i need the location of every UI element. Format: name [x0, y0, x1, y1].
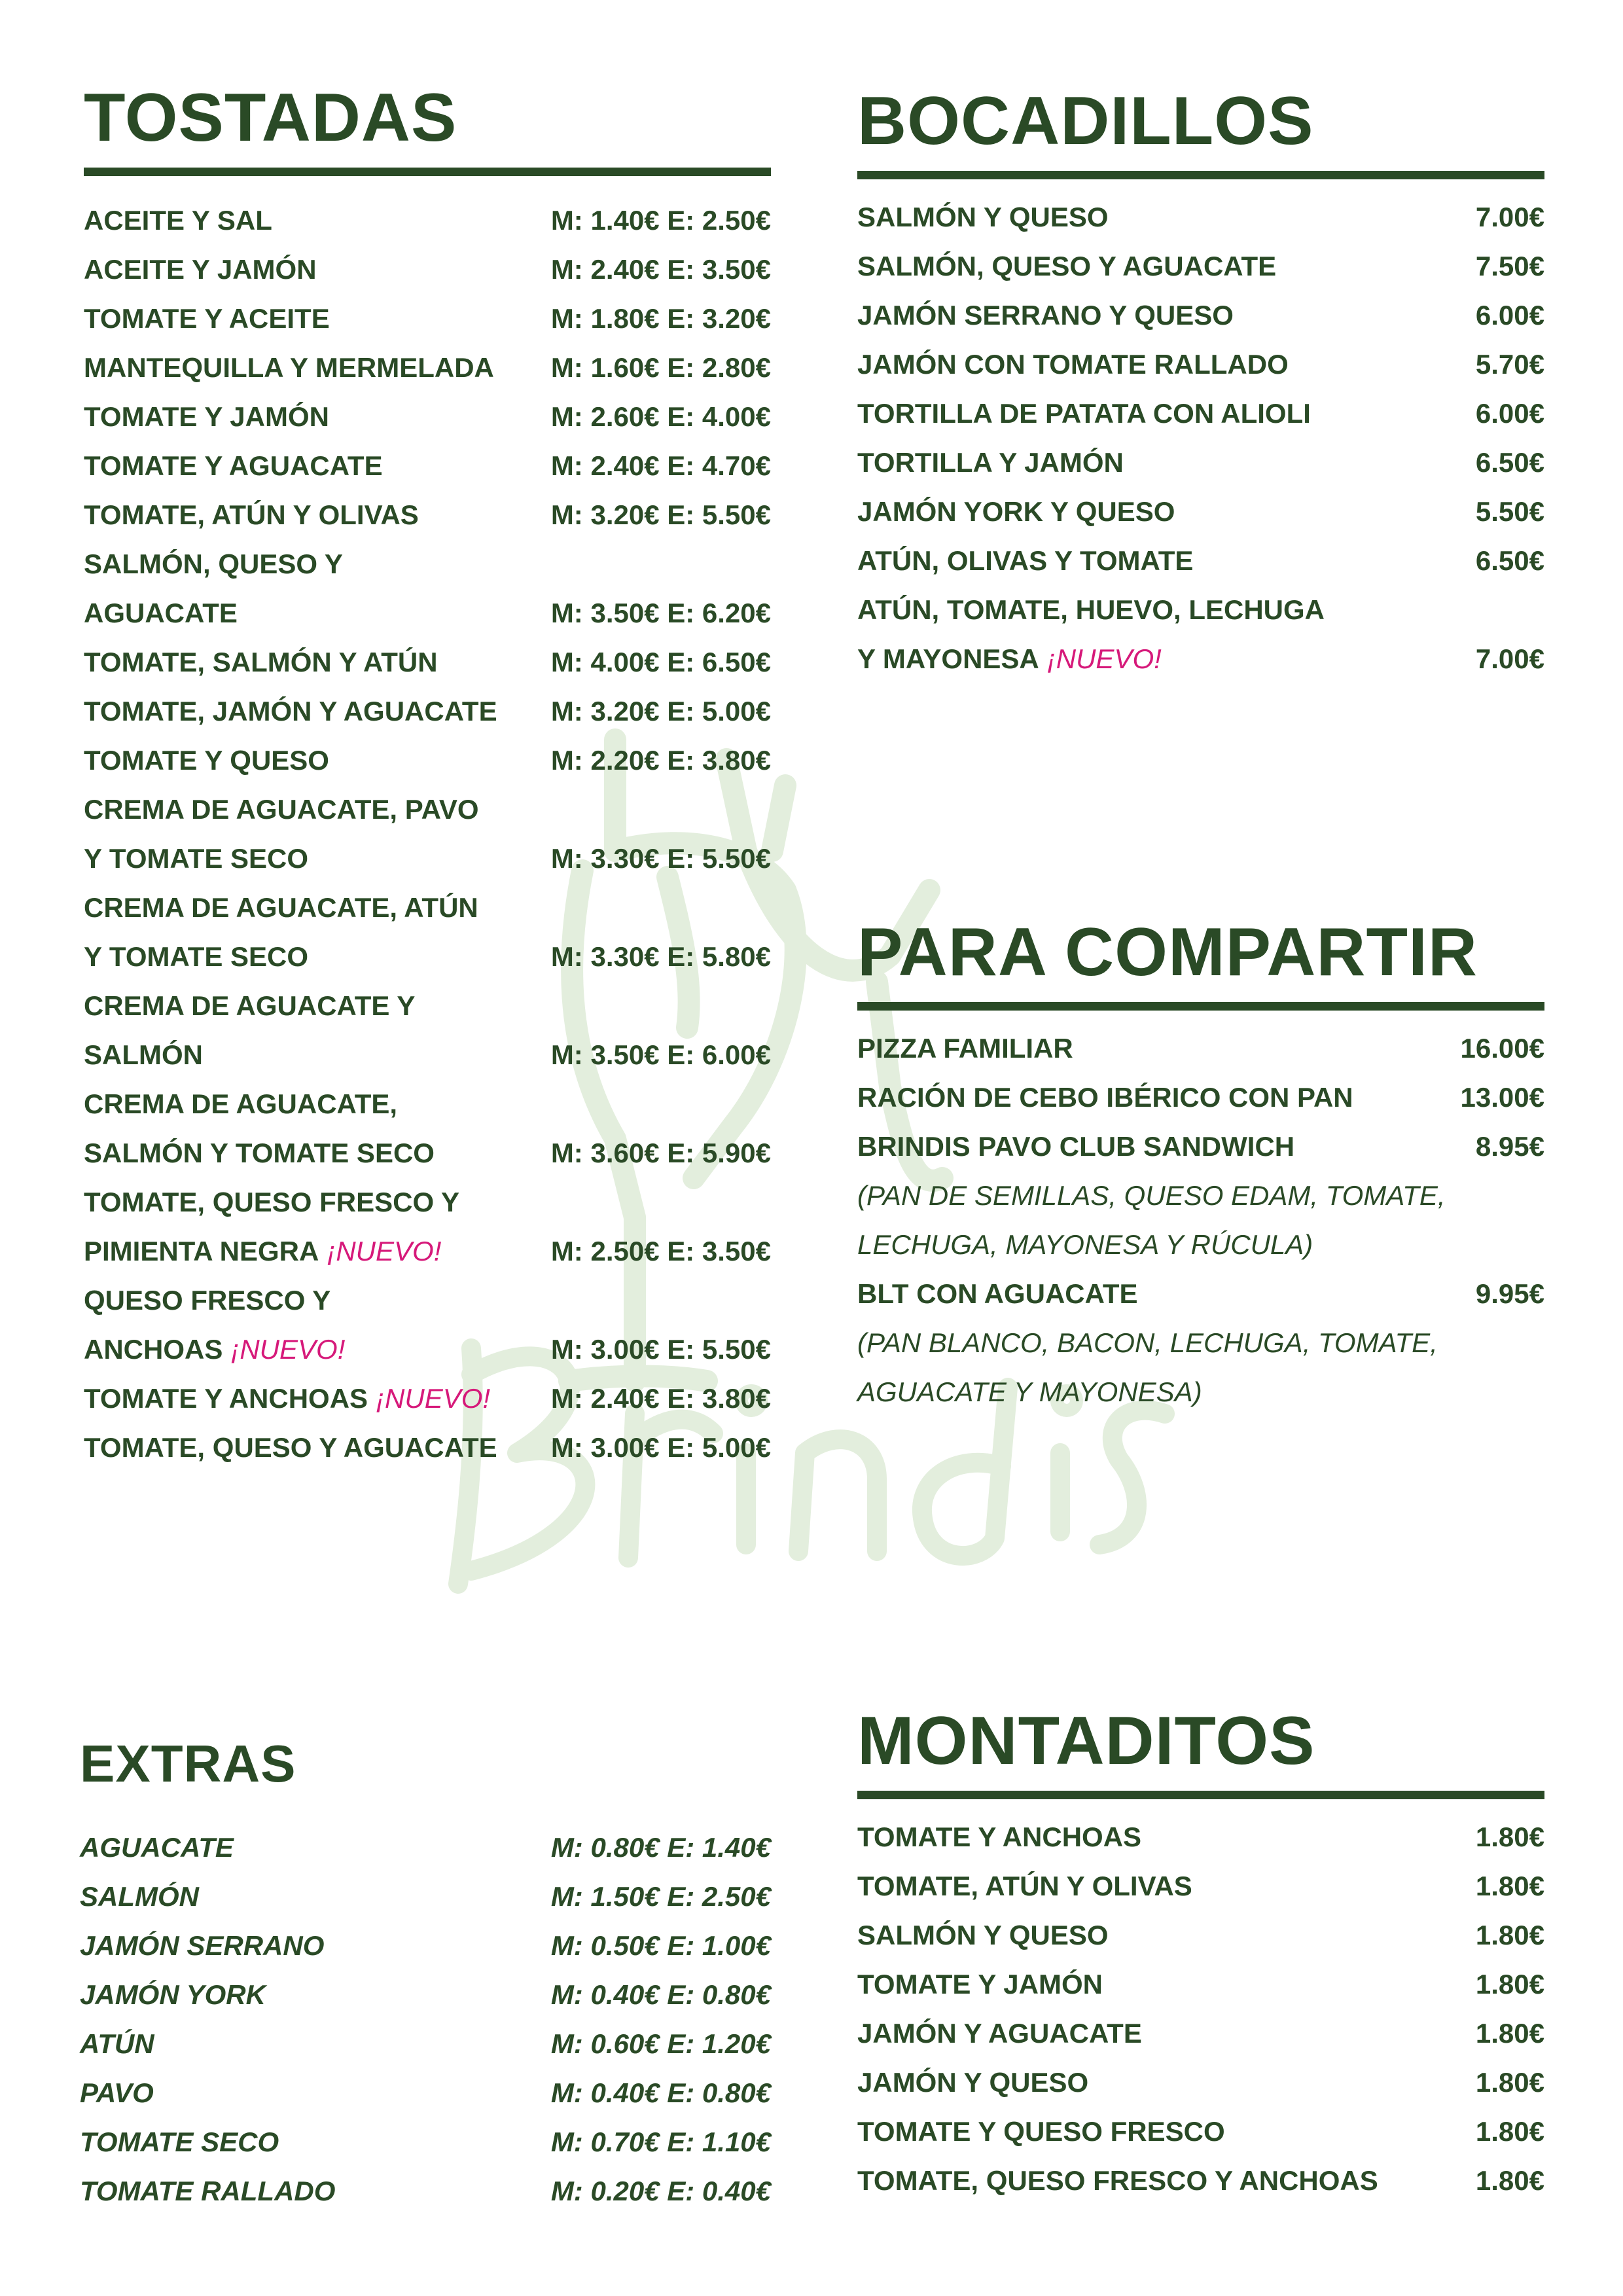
item-price: M: 1.80€ E: 3.20€ — [550, 303, 771, 334]
item-name — [857, 2058, 1088, 2107]
item-name — [84, 883, 478, 932]
item-name-text: CREMA DE AGUACATE, — [84, 1088, 398, 1119]
item-name — [84, 785, 479, 834]
item-name — [857, 634, 1162, 683]
item-price: 1.80€ — [1475, 2018, 1544, 2049]
item-name — [84, 637, 438, 687]
item-name — [857, 2107, 1225, 2156]
menu-item-row — [84, 245, 771, 294]
menu-item-row — [857, 1861, 1544, 1910]
item-price: M: 2.20€ E: 3.80€ — [550, 745, 771, 776]
item-description: (PAN DE SEMILLAS, QUESO EDAM, TOMATE, — [857, 1180, 1446, 1211]
item-name — [857, 1910, 1109, 1960]
item-name — [84, 1276, 330, 1325]
menu-item-row — [857, 2107, 1544, 2156]
item-name — [84, 392, 329, 441]
item-name-text: QUESO FRESCO Y — [84, 1285, 331, 1316]
item-name-text: TOMATE, QUESO FRESCO Y ANCHOAS — [857, 2165, 1378, 2196]
item-price: 6.50€ — [1475, 447, 1544, 478]
item-name-text: TOMATE Y QUESO FRESCO — [857, 2116, 1225, 2147]
item-name — [857, 2156, 1378, 2205]
item-name — [84, 1128, 435, 1177]
item-price: 1.80€ — [1475, 1821, 1544, 1852]
item-name — [84, 981, 415, 1030]
item-price: M: 0.40€ E: 0.80€ — [550, 2077, 771, 2108]
item-price: M: 2.40€ E: 3.50€ — [550, 254, 771, 285]
item-name-text: TOMATE Y AGUACATE — [84, 450, 383, 481]
new-badge: ¡NUEVO! — [376, 1383, 491, 1414]
item-price: 5.50€ — [1475, 496, 1544, 527]
menu-item-row — [84, 736, 771, 785]
menu-item-row — [857, 1812, 1544, 1861]
item-name — [857, 585, 1325, 634]
item-price: 7.00€ — [1475, 643, 1544, 674]
menu-item-row — [84, 343, 771, 392]
item-price: M: 3.50€ E: 6.00€ — [550, 1039, 771, 1070]
menu-item-row — [80, 2117, 771, 2166]
menu-item-row — [857, 536, 1544, 585]
item-name-text: JAMÓN SERRANO — [80, 1930, 325, 1961]
menu-item-row — [84, 1128, 771, 1177]
item-name — [857, 2009, 1142, 2058]
section-para-compartir — [857, 906, 1544, 1416]
menu-item-row — [857, 1024, 1544, 1073]
item-name-text: CREMA DE AGUACATE, ATÚN — [84, 892, 478, 923]
item-name-text: Y TOMATE SECO — [84, 843, 309, 874]
item-name-text: JAMÓN Y QUESO — [857, 2067, 1089, 2098]
section-tostadas — [84, 72, 771, 1472]
item-name-text: ATÚN, OLIVAS Y TOMATE — [857, 545, 1194, 576]
item-price: 5.70€ — [1475, 349, 1544, 380]
item-name — [857, 487, 1175, 536]
menu-item-row — [84, 1276, 771, 1325]
item-name-text: TOMATE, QUESO FRESCO Y — [84, 1187, 460, 1217]
item-name — [84, 736, 329, 785]
item-name-text: TOMATE Y JAMÓN — [84, 401, 329, 432]
section-title: MONTADITOS — [857, 1703, 1315, 1779]
menu-item-row — [80, 2166, 771, 2215]
menu-item-row — [84, 1079, 771, 1128]
item-name-text: TOMATE, ATÚN Y OLIVAS — [84, 499, 419, 530]
item-price: M: 3.20€ E: 5.00€ — [550, 696, 771, 726]
menu-item-row — [84, 1325, 771, 1374]
item-name — [84, 1374, 490, 1423]
item-name-text: AGUACATE — [84, 598, 238, 628]
item-name — [857, 192, 1109, 242]
item-name — [857, 536, 1193, 585]
menu-item-row — [84, 687, 771, 736]
item-price: M: 3.50€ E: 6.20€ — [550, 598, 771, 628]
section-montaditos — [857, 1695, 1544, 2205]
item-name-text: Y TOMATE SECO — [84, 941, 309, 972]
bocadillos-list — [857, 192, 1544, 683]
menu-item-row — [84, 294, 771, 343]
menu-item-row — [84, 1227, 771, 1276]
item-name-text: ANCHOAS — [84, 1334, 223, 1365]
item-name — [857, 1960, 1103, 2009]
section-divider — [857, 1791, 1544, 1799]
item-name — [84, 1030, 203, 1079]
item-price: M: 0.80€ E: 1.40€ — [550, 1832, 771, 1863]
section-title: PARA COMPARTIR — [857, 914, 1478, 990]
item-name — [857, 291, 1234, 340]
menu-item-row — [84, 490, 771, 539]
item-name — [857, 1024, 1073, 1073]
item-price: M: 0.40€ E: 0.80€ — [550, 1979, 771, 2010]
item-name — [84, 294, 330, 343]
menu-item-row — [857, 438, 1544, 487]
item-name — [84, 245, 317, 294]
menu-item-row — [84, 1423, 771, 1472]
item-name — [857, 242, 1276, 291]
item-name — [857, 1073, 1353, 1122]
item-name — [84, 687, 497, 736]
item-name — [857, 1269, 1138, 1318]
item-name-text: TOMATE, SALMÓN Y ATÚN — [84, 647, 438, 677]
item-name-text: TOMATE Y QUESO — [84, 745, 329, 776]
item-price: M: 0.50€ E: 1.00€ — [550, 1930, 771, 1961]
item-description: AGUACATE Y MAYONESA) — [857, 1376, 1202, 1407]
item-price: 13.00€ — [1460, 1082, 1544, 1113]
item-name-text: CREMA DE AGUACATE Y — [84, 990, 416, 1021]
item-name-text: PAVO — [80, 2077, 154, 2108]
item-name-text: TOMATE Y ANCHOAS — [84, 1383, 368, 1414]
item-price: M: 3.60€ E: 5.90€ — [550, 1138, 771, 1168]
item-name — [80, 2166, 335, 2215]
item-price: 6.50€ — [1475, 545, 1544, 576]
item-name — [80, 1872, 199, 1921]
menu-item-row — [84, 392, 771, 441]
section-title: EXTRAS — [80, 1734, 296, 1793]
item-name-text: TOMATE Y ACEITE — [84, 303, 330, 334]
menu-item-row — [857, 340, 1544, 389]
item-name-text: MANTEQUILLA Y MERMELADA — [84, 352, 494, 383]
item-name-text: SALMÓN Y QUESO — [857, 202, 1109, 232]
item-name — [84, 539, 343, 588]
section-title: BOCADILLOS — [857, 83, 1314, 159]
item-price: M: 1.60€ E: 2.80€ — [550, 352, 771, 383]
new-badge: ¡NUEVO! — [327, 1236, 442, 1266]
item-name-text: TOMATE, JAMÓN Y AGUACATE — [84, 696, 497, 726]
item-price: M: 3.30€ E: 5.50€ — [550, 843, 771, 874]
item-price: M: 3.20€ E: 5.50€ — [550, 499, 771, 530]
para-compartir-list — [857, 1024, 1544, 1416]
item-name-text: ACEITE Y SAL — [84, 205, 272, 236]
item-name-text: RACIÓN DE CEBO IBÉRICO CON PAN — [857, 1082, 1353, 1113]
item-name-text: TOMATE, ATÚN Y OLIVAS — [857, 1871, 1192, 1901]
montaditos-list — [857, 1812, 1544, 2205]
item-name-text: SALMÓN — [84, 1039, 203, 1070]
item-name — [857, 389, 1311, 438]
item-name-text: PIMIENTA NEGRA — [84, 1236, 319, 1266]
item-name — [84, 1177, 459, 1227]
section-divider — [84, 168, 771, 176]
menu-item-row — [84, 1177, 771, 1227]
item-price: M: 0.60€ E: 1.20€ — [550, 2028, 771, 2059]
item-name-text: SALMÓN — [80, 1881, 199, 1912]
menu-item-row — [84, 834, 771, 883]
item-price: 7.00€ — [1475, 202, 1544, 232]
item-price: 1.80€ — [1475, 2165, 1544, 2196]
item-name-text: ACEITE Y JAMÓN — [84, 254, 317, 285]
menu-item-row — [84, 539, 771, 588]
item-name — [84, 834, 308, 883]
item-name-text: SALMÓN Y QUESO — [857, 1920, 1109, 1950]
menu-item-row — [857, 487, 1544, 536]
item-name-text: ATÚN, TOMATE, HUEVO, LECHUGA — [857, 594, 1325, 625]
item-name-text: Y MAYONESA — [857, 643, 1039, 674]
menu-item-row — [84, 588, 771, 637]
item-price: 1.80€ — [1475, 1969, 1544, 2000]
extras-list — [80, 1823, 771, 2215]
item-name-text: BRINDIS PAVO CLUB SANDWICH — [857, 1131, 1295, 1162]
menu-item-row — [857, 1122, 1544, 1171]
item-price: 7.50€ — [1475, 251, 1544, 281]
item-name-text: TOMATE SECO — [80, 2126, 279, 2157]
menu-item-row — [857, 585, 1544, 634]
menu-item-row — [857, 192, 1544, 242]
item-price: 8.95€ — [1475, 1131, 1544, 1162]
item-price: M: 0.20€ E: 0.40€ — [550, 2176, 771, 2206]
new-badge: ¡NUEVO! — [230, 1334, 346, 1365]
item-price: 9.95€ — [1475, 1278, 1544, 1309]
item-name-text: SALMÓN Y TOMATE SECO — [84, 1138, 435, 1168]
item-name — [857, 1861, 1192, 1910]
menu-item-row — [857, 1073, 1544, 1122]
menu-item-row — [857, 242, 1544, 291]
item-price: M: 2.60€ E: 4.00€ — [550, 401, 771, 432]
item-name — [84, 1227, 441, 1276]
item-price: M: 3.00€ E: 5.00€ — [550, 1432, 771, 1463]
menu-item-row — [84, 441, 771, 490]
item-name — [857, 1122, 1294, 1171]
item-name-text: TORTILLA DE PATATA CON ALIOLI — [857, 398, 1311, 429]
item-name — [80, 2117, 279, 2166]
item-name-text: TOMATE Y JAMÓN — [857, 1969, 1103, 2000]
item-price: 6.00€ — [1475, 398, 1544, 429]
section-bocadillos — [857, 75, 1544, 683]
item-name-text: JAMÓN Y AGUACATE — [857, 2018, 1142, 2049]
item-name-text: JAMÓN YORK — [80, 1979, 266, 2010]
menu-item-row — [80, 1970, 771, 2019]
item-name-text: SALMÓN, QUESO Y — [84, 548, 343, 579]
menu-item-row — [84, 1030, 771, 1079]
section-divider — [857, 171, 1544, 179]
item-description: (PAN BLANCO, BACON, LECHUGA, TOMATE, — [857, 1327, 1438, 1358]
item-price: 1.80€ — [1475, 1871, 1544, 1901]
item-name — [84, 441, 383, 490]
item-name — [80, 1921, 324, 1970]
item-name — [80, 1970, 266, 2019]
item-price: M: 3.30€ E: 5.80€ — [550, 941, 771, 972]
section-extras — [80, 1728, 771, 2215]
menu-item-row — [857, 1960, 1544, 2009]
item-name — [857, 340, 1289, 389]
menu-item-row — [857, 1910, 1544, 1960]
menu-item-row — [857, 2058, 1544, 2107]
menu-item-row — [80, 1921, 771, 1970]
menu-item-row — [80, 1872, 771, 1921]
item-name — [84, 490, 419, 539]
item-name — [80, 1823, 234, 1872]
item-price: M: 1.40€ E: 2.50€ — [550, 205, 771, 236]
menu-item-row — [857, 2009, 1544, 2058]
item-name-text: PIZZA FAMILIAR — [857, 1033, 1073, 1064]
item-name-text: TOMATE RALLADO — [80, 2176, 336, 2206]
item-price: M: 3.00€ E: 5.50€ — [550, 1334, 771, 1365]
item-name — [80, 2068, 154, 2117]
menu-item-row — [857, 2156, 1544, 2205]
menu-item-row — [84, 1374, 771, 1423]
new-badge: ¡NUEVO! — [1046, 643, 1162, 674]
item-price: 1.80€ — [1475, 2067, 1544, 2098]
menu-item-row — [857, 291, 1544, 340]
item-name — [84, 1079, 397, 1128]
item-name — [857, 1812, 1141, 1861]
item-name — [84, 932, 308, 981]
item-name-text: ATÚN — [80, 2028, 154, 2059]
section-divider — [857, 1002, 1544, 1011]
item-price: 6.00€ — [1475, 300, 1544, 331]
menu-item-row — [84, 637, 771, 687]
item-description: LECHUGA, MAYONESA Y RÚCULA) — [857, 1229, 1313, 1260]
menu-item-row — [857, 389, 1544, 438]
item-name — [84, 1423, 497, 1472]
item-name-text: JAMÓN CON TOMATE RALLADO — [857, 349, 1289, 380]
item-price: M: 2.50€ E: 3.50€ — [550, 1236, 771, 1266]
tostadas-list — [84, 196, 771, 1472]
section-title: TOSTADAS — [84, 80, 457, 156]
item-name-text: TOMATE, QUESO Y AGUACATE — [84, 1432, 497, 1463]
item-price: M: 2.40€ E: 3.80€ — [550, 1383, 771, 1414]
item-name — [84, 1325, 345, 1374]
menu-item-row — [84, 196, 771, 245]
menu-item-row — [857, 1269, 1544, 1318]
item-name-text: BLT CON AGUACATE — [857, 1278, 1138, 1309]
item-name — [80, 2019, 154, 2068]
menu-item-row — [80, 1823, 771, 1872]
item-name-text: TOMATE Y ANCHOAS — [857, 1821, 1142, 1852]
item-name-text: JAMÓN YORK Y QUESO — [857, 496, 1175, 527]
item-name — [84, 196, 272, 245]
item-price: 1.80€ — [1475, 1920, 1544, 1950]
menu-item-row — [84, 785, 771, 834]
item-price: M: 2.40€ E: 4.70€ — [550, 450, 771, 481]
item-price: 16.00€ — [1460, 1033, 1544, 1064]
item-name-text: SALMÓN, QUESO Y AGUACATE — [857, 251, 1277, 281]
menu-item-row — [857, 634, 1544, 683]
menu-item-row — [84, 883, 771, 932]
item-name — [84, 343, 494, 392]
item-name-text: CREMA DE AGUACATE, PAVO — [84, 794, 479, 825]
item-name-text: TORTILLA Y JAMÓN — [857, 447, 1124, 478]
menu-item-row — [80, 2068, 771, 2117]
item-name — [857, 438, 1124, 487]
menu-item-row — [84, 932, 771, 981]
item-name — [84, 588, 238, 637]
item-price: M: 0.70€ E: 1.10€ — [550, 2126, 771, 2157]
item-name-text: JAMÓN SERRANO Y QUESO — [857, 300, 1234, 331]
item-price: 1.80€ — [1475, 2116, 1544, 2147]
item-price: M: 4.00€ E: 6.50€ — [550, 647, 771, 677]
item-name-text: AGUACATE — [80, 1832, 234, 1863]
item-price: M: 1.50€ E: 2.50€ — [550, 1881, 771, 1912]
menu-item-row — [84, 981, 771, 1030]
menu-item-row — [80, 2019, 771, 2068]
